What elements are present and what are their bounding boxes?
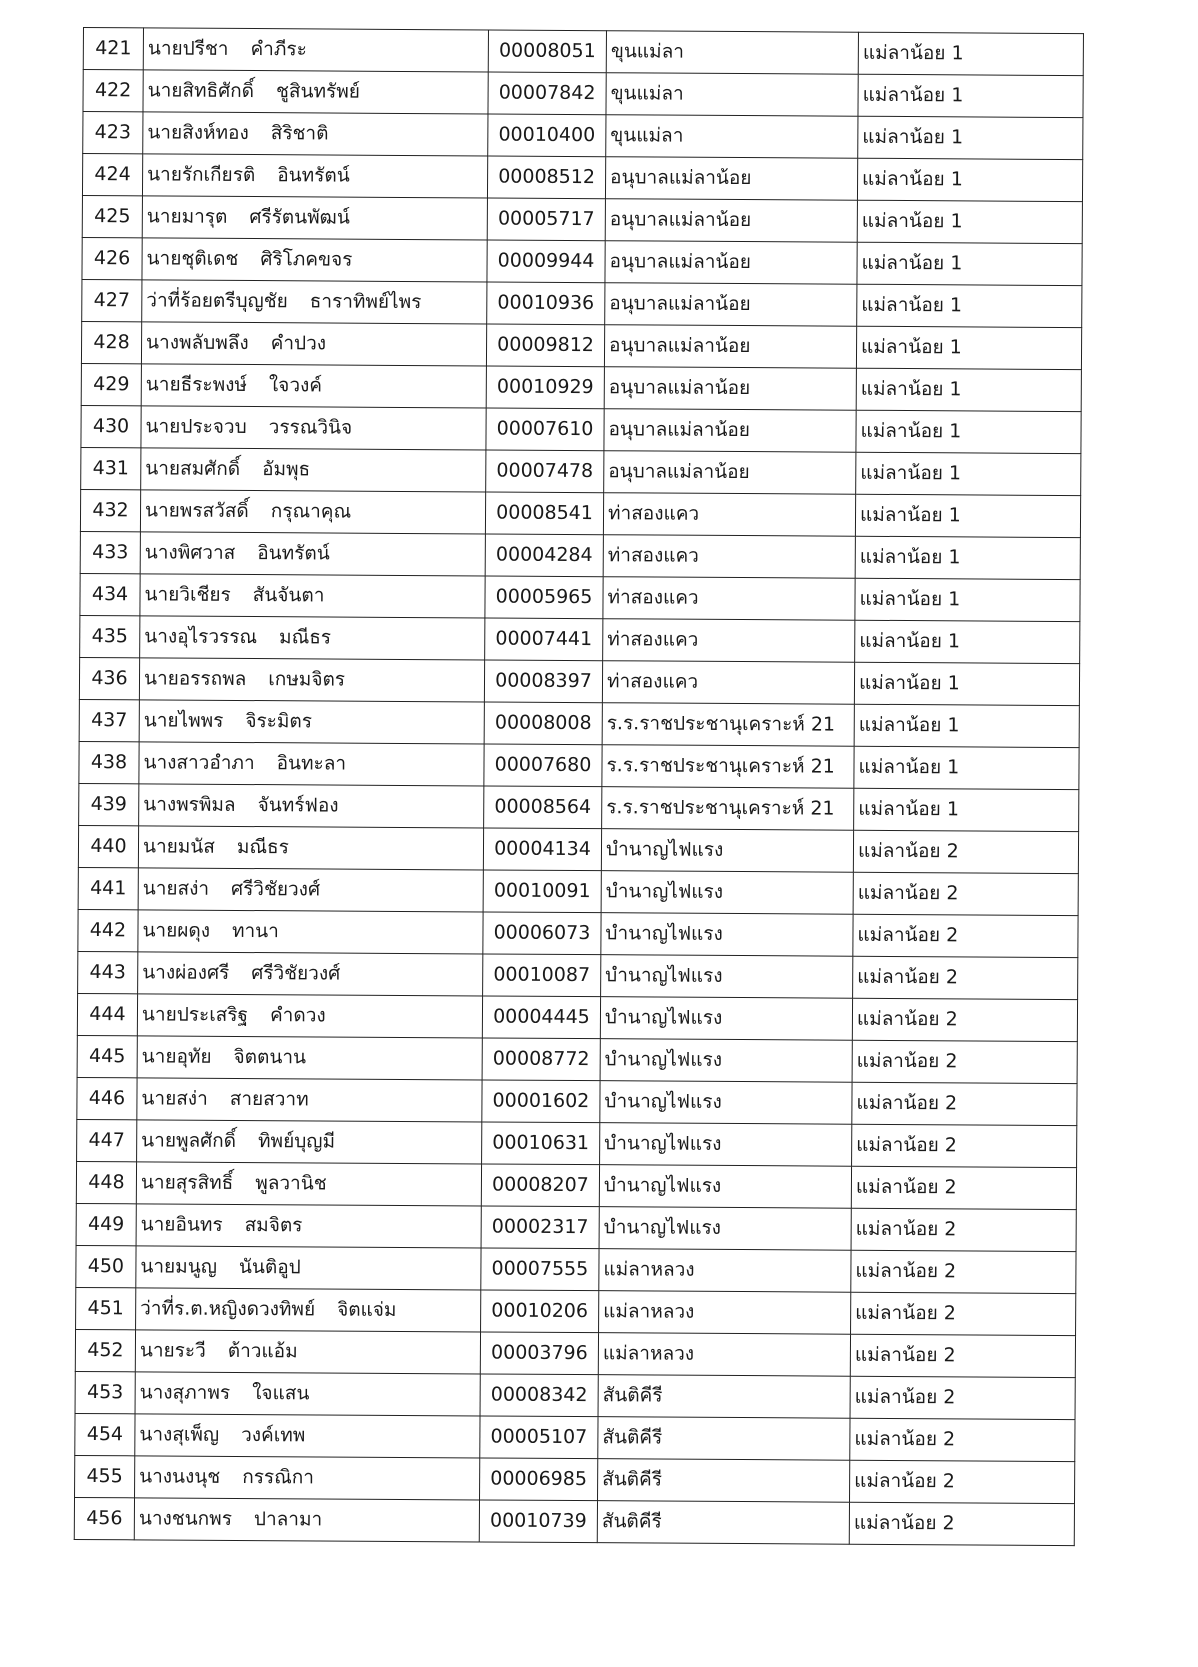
network-name: แม่ลาน้อย 1	[855, 620, 1080, 663]
first-name: นายสง่า	[141, 1087, 208, 1110]
member-name	[134, 1498, 479, 1542]
last-name: ศรีวิชัยวงศ์	[231, 877, 321, 901]
first-name: นายพูลศักดิ์	[141, 1129, 237, 1152]
first-name: นางอุไรวรรณ	[144, 625, 258, 649]
network-name: แม่ลาน้อย 1	[854, 746, 1079, 789]
network-name: แม่ลาน้อย 2	[851, 1292, 1076, 1335]
member-id: 00008541	[485, 492, 603, 535]
network-name: แม่ลาน้อย 1	[857, 200, 1082, 243]
table-row	[80, 615, 1080, 663]
first-name: นางสุเพ็ญ	[139, 1423, 220, 1446]
school-name: ร.ร.ราชประชานุเคราะห์ 21	[602, 703, 854, 747]
member-id: 00005717	[487, 198, 605, 241]
network-name: แม่ลาน้อย 2	[852, 998, 1077, 1041]
network-name: แม่ลาน้อย 2	[852, 1040, 1077, 1083]
row-number: 427	[82, 279, 142, 321]
last-name: อินทรัตน์	[257, 542, 330, 565]
member-id: 00007680	[484, 744, 602, 787]
school-name: แม่ลาหลวง	[599, 1249, 851, 1293]
member-name	[135, 1414, 480, 1458]
last-name: คำปวง	[270, 332, 327, 355]
member-name	[139, 742, 484, 786]
member-id: 00008772	[482, 1038, 600, 1081]
last-name: กรรณิกา	[242, 1466, 315, 1489]
school-name: อนุบาลแม่ลาน้อย	[605, 241, 857, 285]
school-name: ท่าสองแคว	[603, 535, 855, 579]
school-name: อนุบาลแม่ลาน้อย	[605, 157, 857, 201]
member-id: 00008397	[484, 660, 602, 703]
member-name	[140, 490, 485, 534]
network-name: แม่ลาน้อย 1	[857, 284, 1082, 327]
network-name: แม่ลาน้อย 2	[849, 1502, 1074, 1545]
last-name: คำดวง	[269, 1004, 326, 1027]
member-id: 00004445	[482, 996, 600, 1039]
network-name: แม่ลาน้อย 1	[858, 116, 1083, 159]
network-name: แม่ลาน้อย 1	[854, 662, 1079, 705]
row-number: 440	[78, 825, 138, 867]
roster-body	[74, 28, 1083, 1546]
last-name: จิระมิตร	[245, 710, 313, 733]
school-name: ท่าสองแคว	[603, 619, 855, 663]
member-id: 00007842	[488, 72, 606, 115]
table-row	[79, 699, 1079, 747]
first-name: นายมนูญ	[140, 1255, 217, 1278]
school-name: สันติคีรี	[597, 1501, 849, 1545]
row-number: 436	[79, 657, 139, 699]
network-name: แม่ลาน้อย 1	[856, 452, 1081, 495]
member-id: 00008564	[484, 786, 602, 829]
member-name	[142, 196, 487, 240]
last-name: ต้าวแอ้ม	[227, 1339, 298, 1363]
last-name: คำภีระ	[250, 38, 307, 61]
first-name: นางนงนุช	[139, 1465, 221, 1488]
row-number: 424	[82, 154, 142, 196]
table-row	[77, 993, 1077, 1041]
last-name: สายสวาท	[229, 1087, 309, 1111]
last-name: กรุณาคุณ	[270, 500, 352, 523]
member-name	[138, 952, 483, 996]
network-name: แม่ลาน้อย 2	[852, 1082, 1077, 1125]
network-name: แม่ลาน้อย 1	[857, 242, 1082, 285]
member-id: 00010206	[481, 1290, 599, 1333]
last-name: ศรีวิชัยวงศ์	[251, 962, 341, 985]
row-number: 432	[80, 489, 140, 531]
row-number: 428	[81, 321, 141, 363]
row-number: 426	[82, 237, 142, 279]
member-name	[143, 112, 488, 156]
member-name	[138, 868, 483, 912]
first-name: นายสมศักดิ์	[145, 457, 241, 480]
last-name: เกษมจิตร	[268, 668, 346, 691]
table-row	[83, 70, 1083, 118]
member-name	[142, 154, 487, 198]
member-id: 00002317	[481, 1206, 599, 1249]
school-name: บำนาญไฟแรง	[599, 1207, 851, 1251]
row-number: 451	[76, 1287, 136, 1329]
table-row	[78, 825, 1078, 873]
school-name: บำนาญไฟแรง	[601, 913, 853, 957]
member-id: 00009812	[486, 324, 604, 367]
school-name: บำนาญไฟแรง	[600, 997, 852, 1041]
first-name: นายมนัส	[142, 835, 215, 858]
first-name: นายไพพร	[143, 709, 224, 732]
member-name	[135, 1372, 480, 1416]
row-number: 442	[78, 909, 138, 951]
first-name: นายสิงห์ทอง	[147, 121, 249, 145]
network-name: แม่ลาน้อย 2	[851, 1166, 1076, 1209]
member-name	[137, 1078, 482, 1122]
first-name: นายมารุต	[146, 205, 228, 228]
school-name: บำนาญไฟแรง	[601, 955, 853, 999]
first-name: นายปรีชา	[147, 37, 229, 60]
table-row	[80, 573, 1080, 621]
network-name: แม่ลาน้อย 1	[855, 494, 1080, 537]
school-name: บำนาญไฟแรง	[600, 1081, 852, 1125]
school-name: บำนาญไฟแรง	[601, 829, 853, 873]
table-row	[83, 28, 1083, 76]
table-row	[77, 1119, 1077, 1167]
row-number: 452	[75, 1329, 135, 1371]
first-name: นายสิทธิศักดิ์	[147, 79, 255, 103]
row-number: 430	[81, 405, 141, 447]
member-name	[139, 700, 484, 744]
member-name	[137, 1036, 482, 1080]
network-name: แม่ลาน้อย 1	[858, 74, 1083, 117]
member-id: 00007441	[485, 618, 603, 661]
network-name: แม่ลาน้อย 1	[855, 578, 1080, 621]
member-id: 00007555	[481, 1248, 599, 1291]
row-number: 448	[76, 1161, 136, 1203]
table-row	[80, 489, 1080, 537]
member-name	[141, 364, 486, 408]
last-name: ชูสินทรัพย์	[275, 80, 360, 103]
school-name: ขุนแม่ลา	[606, 115, 858, 159]
last-name: จิตตนาน	[233, 1045, 307, 1069]
table-row	[75, 1413, 1075, 1461]
network-name: แม่ลาน้อย 1	[856, 368, 1081, 411]
table-row	[78, 867, 1078, 915]
table-row	[76, 1245, 1076, 1293]
row-number: 454	[75, 1413, 135, 1455]
table-row	[82, 195, 1082, 243]
member-name	[138, 826, 483, 870]
last-name: จิตแจ่ม	[337, 1298, 397, 1321]
school-name: ร.ร.ราชประชานุเคราะห์ 21	[602, 745, 854, 789]
table-row	[81, 405, 1081, 453]
school-name: อนุบาลแม่ลาน้อย	[605, 199, 857, 243]
row-number: 429	[81, 363, 141, 405]
table-row	[78, 909, 1078, 957]
row-number: 437	[79, 699, 139, 741]
member-id: 00003796	[480, 1332, 598, 1375]
first-name: นายพรสวัสดิ์	[144, 499, 249, 523]
row-number: 434	[80, 573, 140, 615]
member-id: 00010091	[483, 870, 601, 913]
last-name: ศรีรัตนพัฒน์	[249, 206, 350, 229]
last-name: อัมพุธ	[262, 458, 311, 481]
table-row	[75, 1455, 1075, 1503]
table-row	[76, 1203, 1076, 1251]
last-name: สันจันตา	[252, 584, 325, 607]
row-number: 447	[77, 1119, 137, 1161]
school-name: บำนาญไฟแรง	[600, 1123, 852, 1167]
table-row	[79, 741, 1079, 789]
table-row	[74, 1497, 1074, 1545]
table-row	[82, 237, 1082, 285]
network-name: แม่ลาน้อย 2	[851, 1250, 1076, 1293]
row-number: 425	[82, 195, 142, 237]
table-row	[82, 279, 1082, 327]
member-id: 00008008	[484, 702, 602, 745]
row-number: 422	[83, 70, 143, 112]
first-name: นางพรพิมล	[143, 793, 236, 816]
member-name	[139, 658, 484, 702]
table-row	[81, 321, 1081, 369]
table-row	[79, 657, 1079, 705]
school-name: บำนาญไฟแรง	[600, 1039, 852, 1083]
row-number: 433	[80, 531, 140, 573]
school-name: อนุบาลแม่ลาน้อย	[604, 451, 856, 495]
first-name: นางพิศวาส	[144, 541, 236, 564]
member-name	[136, 1204, 481, 1248]
member-id: 00010929	[486, 366, 604, 409]
table-row	[75, 1329, 1075, 1377]
table-row	[82, 154, 1082, 202]
network-name: แม่ลาน้อย 1	[856, 326, 1081, 369]
school-name: สันติคีรี	[598, 1417, 850, 1461]
member-id: 00005107	[480, 1416, 598, 1459]
last-name: สมจิตร	[244, 1214, 303, 1237]
first-name: ว่าที่ร้อยตรีบุญชัย	[146, 289, 288, 313]
school-name: ท่าสองแคว	[602, 661, 854, 705]
first-name: นายอุทัย	[141, 1045, 212, 1068]
member-name	[143, 70, 488, 114]
school-name: สันติคีรี	[598, 1459, 850, 1503]
network-name: แม่ลาน้อย 2	[850, 1334, 1075, 1377]
row-number: 444	[77, 993, 137, 1035]
member-name	[140, 616, 485, 660]
row-number: 421	[83, 28, 143, 70]
member-name	[137, 1120, 482, 1164]
member-id: 00007610	[486, 408, 604, 451]
row-number: 441	[78, 867, 138, 909]
row-number: 443	[78, 951, 138, 993]
last-name: ทิพย์บุญมี	[258, 1130, 336, 1153]
first-name: นายผดุง	[142, 919, 211, 942]
first-name: นายอรรถพล	[143, 667, 247, 691]
network-name: แม่ลาน้อย 1	[856, 410, 1081, 453]
last-name: สิริชาติ	[270, 122, 329, 145]
member-name	[142, 280, 487, 324]
row-number: 423	[83, 112, 143, 154]
table-row	[76, 1287, 1076, 1335]
network-name: แม่ลาน้อย 2	[850, 1376, 1075, 1419]
document-page	[74, 27, 1083, 1546]
last-name: มณีธร	[279, 626, 332, 649]
network-name: แม่ลาน้อย 2	[853, 872, 1078, 915]
school-name: อนุบาลแม่ลาน้อย	[604, 325, 856, 369]
first-name: นายสง่า	[142, 877, 210, 900]
table-row	[77, 1077, 1077, 1125]
table-row	[80, 531, 1080, 579]
school-name: อนุบาลแม่ลาน้อย	[604, 367, 856, 411]
first-name: ว่าที่ร.ต.หญิงดวงทิพย์	[140, 1297, 316, 1321]
first-name: นายวิเชียร	[144, 583, 231, 606]
row-number: 435	[80, 615, 140, 657]
network-name: แม่ลาน้อย 1	[857, 158, 1082, 201]
member-name	[137, 994, 482, 1038]
member-id: 00010739	[479, 1500, 597, 1543]
school-name: อนุบาลแม่ลาน้อย	[604, 409, 856, 453]
member-id: 00006073	[483, 912, 601, 955]
member-id: 00005965	[485, 576, 603, 619]
member-id: 00007478	[486, 450, 604, 493]
last-name: นันติอูป	[238, 1255, 301, 1279]
member-name	[139, 784, 484, 828]
network-name: แม่ลาน้อย 2	[850, 1418, 1075, 1461]
network-name: แม่ลาน้อย 2	[853, 914, 1078, 957]
network-name: แม่ลาน้อย 2	[853, 830, 1078, 873]
table-row	[79, 783, 1079, 831]
row-number: 450	[76, 1245, 136, 1287]
last-name: ใจวงค์	[268, 374, 323, 397]
first-name: นางชนกพร	[138, 1507, 233, 1530]
member-name	[140, 532, 485, 576]
first-name: นายธีระพงษ์	[145, 373, 248, 397]
network-name: แม่ลาน้อย 1	[854, 704, 1079, 747]
last-name: ปาลามา	[253, 1508, 323, 1531]
member-id: 00001602	[482, 1080, 600, 1123]
member-id: 00008207	[481, 1164, 599, 1207]
network-name: แม่ลาน้อย 2	[853, 956, 1078, 999]
last-name: ทานา	[231, 919, 279, 943]
school-name: ขุนแม่ลา	[606, 31, 858, 75]
school-name: บำนาญไฟแรง	[599, 1165, 851, 1209]
last-name: ธาราทิพย์ไพร	[309, 290, 422, 314]
table-row	[75, 1371, 1075, 1419]
school-name: ขุนแม่ลา	[606, 73, 858, 117]
member-name	[142, 238, 487, 282]
member-id: 00010631	[482, 1122, 600, 1165]
network-name: แม่ลาน้อย 1	[858, 32, 1083, 75]
table-row	[83, 112, 1083, 160]
member-name	[140, 574, 485, 618]
school-name: ร.ร.ราชประชานุเคราะห์ 21	[602, 787, 854, 831]
school-name: ท่าสองแคว	[603, 577, 855, 621]
table-row	[78, 951, 1078, 999]
row-number: 439	[79, 783, 139, 825]
member-id: 00004134	[483, 828, 601, 871]
member-id: 00010400	[488, 114, 606, 157]
last-name: ศิริโภคขจร	[260, 248, 353, 271]
table-row	[77, 1035, 1077, 1083]
member-name	[141, 448, 486, 492]
table-row	[81, 363, 1081, 411]
first-name: นายรักเกียรติ	[147, 163, 256, 187]
row-number: 438	[79, 741, 139, 783]
member-id: 00008051	[488, 30, 606, 73]
row-number: 446	[77, 1077, 137, 1119]
member-id: 00004284	[485, 534, 603, 577]
first-name: นางผ่องศรี	[142, 961, 230, 984]
last-name: อินทรัตน์	[277, 164, 350, 187]
first-name: นายสุรสิทธิ์	[140, 1171, 234, 1194]
member-roster-table	[74, 27, 1084, 1546]
last-name: วงค์เทพ	[241, 1423, 306, 1447]
network-name: แม่ลาน้อย 2	[850, 1460, 1075, 1503]
last-name: จันทร์ฟอง	[257, 794, 339, 817]
last-name: มณีธร	[236, 835, 289, 859]
school-name: อนุบาลแม่ลาน้อย	[605, 283, 857, 327]
member-id: 00010936	[487, 282, 605, 325]
network-name: แม่ลาน้อย 1	[855, 536, 1080, 579]
first-name: นางสาวอำภา	[143, 751, 255, 775]
school-name: สันติคีรี	[598, 1375, 850, 1419]
last-name: พูลวานิช	[255, 1172, 327, 1195]
member-name	[136, 1162, 481, 1206]
last-name: อินทะลา	[276, 752, 347, 775]
member-name	[136, 1288, 481, 1332]
member-id: 00006985	[480, 1458, 598, 1501]
member-id: 00008512	[487, 156, 605, 199]
row-number: 453	[75, 1371, 135, 1413]
member-name	[143, 28, 488, 72]
member-name	[136, 1246, 481, 1290]
row-number: 445	[77, 1035, 137, 1077]
first-name: นายอินทร	[140, 1213, 223, 1236]
row-number: 455	[75, 1455, 135, 1497]
member-name	[141, 322, 486, 366]
last-name: วรรณวินิจ	[268, 416, 353, 439]
member-name	[135, 1456, 480, 1500]
member-id: 00010087	[483, 954, 601, 997]
first-name: นางสุภาพร	[139, 1381, 231, 1404]
first-name: นายระวี	[139, 1339, 206, 1362]
row-number: 449	[76, 1203, 136, 1245]
member-name	[141, 406, 486, 450]
school-name: ท่าสองแคว	[603, 493, 855, 537]
first-name: นายชุติเดช	[146, 247, 239, 270]
table-row	[76, 1161, 1076, 1209]
first-name: นางพลับพลึง	[146, 331, 249, 355]
member-id: 00008342	[480, 1374, 598, 1417]
member-name	[135, 1330, 480, 1374]
network-name: แม่ลาน้อย 2	[851, 1208, 1076, 1251]
network-name: แม่ลาน้อย 2	[852, 1124, 1077, 1167]
school-name: แม่ลาหลวง	[598, 1333, 850, 1377]
school-name: บำนาญไฟแรง	[601, 871, 853, 915]
network-name: แม่ลาน้อย 1	[854, 788, 1079, 831]
first-name: นายประจวบ	[145, 415, 247, 439]
member-id: 00009944	[487, 240, 605, 283]
school-name: แม่ลาหลวง	[599, 1291, 851, 1335]
row-number: 456	[74, 1497, 134, 1539]
first-name: นายประเสริฐ	[141, 1003, 249, 1027]
table-row	[81, 447, 1081, 495]
last-name: ใจแสน	[252, 1382, 310, 1405]
row-number: 431	[81, 447, 141, 489]
member-name	[138, 910, 483, 954]
